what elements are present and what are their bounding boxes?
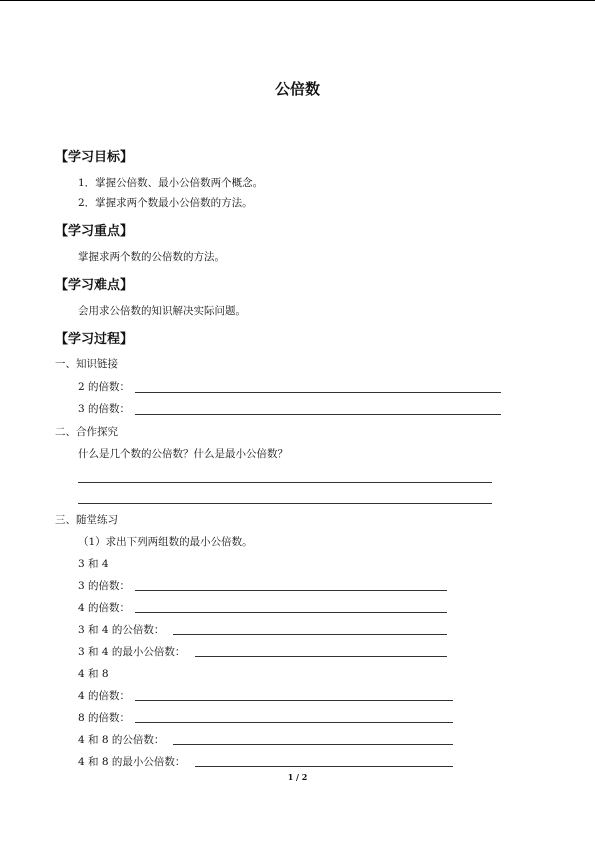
part1-row-label: 3 的倍数：: [78, 403, 131, 415]
objective-item-2: 2．掌握求两个数最小公倍数的方法。: [78, 197, 253, 209]
top-border: [0, 0, 595, 1]
group2-row-label: 4 和 8 的公倍数：: [78, 734, 165, 746]
answer-line[interactable]: [135, 590, 447, 591]
part1-row-label: 2 的倍数：: [78, 381, 131, 393]
answer-line[interactable]: [135, 722, 453, 723]
answer-line[interactable]: [173, 744, 453, 745]
group1-row-label: 4 的倍数：: [78, 602, 131, 614]
difficulties-text: 会用求公倍数的知识解决实际问题。: [78, 305, 246, 317]
group1-row-label: 3 和 4 的最小公倍数：: [78, 646, 186, 658]
group1-row-label: 3 和 4 的公倍数：: [78, 624, 165, 636]
group-label: 4 和 8: [78, 668, 109, 680]
key-points-heading: 【学习重点】: [55, 224, 134, 239]
group2-row-label: 4 和 8 的最小公倍数：: [78, 756, 186, 768]
objective-item-1: 1．掌握公倍数、最小公倍数两个概念。: [78, 177, 264, 189]
answer-line[interactable]: [135, 612, 447, 613]
answer-line[interactable]: [173, 634, 447, 635]
answer-line[interactable]: [78, 503, 492, 504]
part3-instruction: （1）求出下列两组数的最小公倍数。: [78, 536, 253, 548]
answer-line[interactable]: [78, 482, 492, 483]
answer-line[interactable]: [135, 700, 453, 701]
part3-heading: 三、随堂练习: [55, 514, 118, 526]
group2-row-label: 8 的倍数：: [78, 712, 131, 724]
part2-question: 什么是几个数的公倍数？什么是最小公倍数？: [78, 448, 288, 460]
group1-row-label: 3 的倍数：: [78, 580, 131, 592]
answer-line[interactable]: [135, 392, 501, 393]
answer-line[interactable]: [135, 414, 501, 415]
objectives-heading: 【学习目标】: [55, 150, 134, 165]
answer-line[interactable]: [195, 766, 453, 767]
group-label: 3 和 4: [78, 558, 109, 570]
part2-heading: 二、合作探究: [55, 426, 118, 438]
part1-heading: 一、知识链接: [55, 358, 118, 370]
process-heading: 【学习过程】: [55, 332, 134, 347]
key-points-text: 掌握求两个数的公倍数的方法。: [78, 251, 225, 263]
answer-line[interactable]: [195, 656, 447, 657]
difficulties-heading: 【学习难点】: [55, 278, 134, 293]
group2-row-label: 4 的倍数：: [78, 690, 131, 702]
page-title: 公倍数: [274, 80, 320, 98]
page-number: 1 / 2: [287, 772, 308, 782]
